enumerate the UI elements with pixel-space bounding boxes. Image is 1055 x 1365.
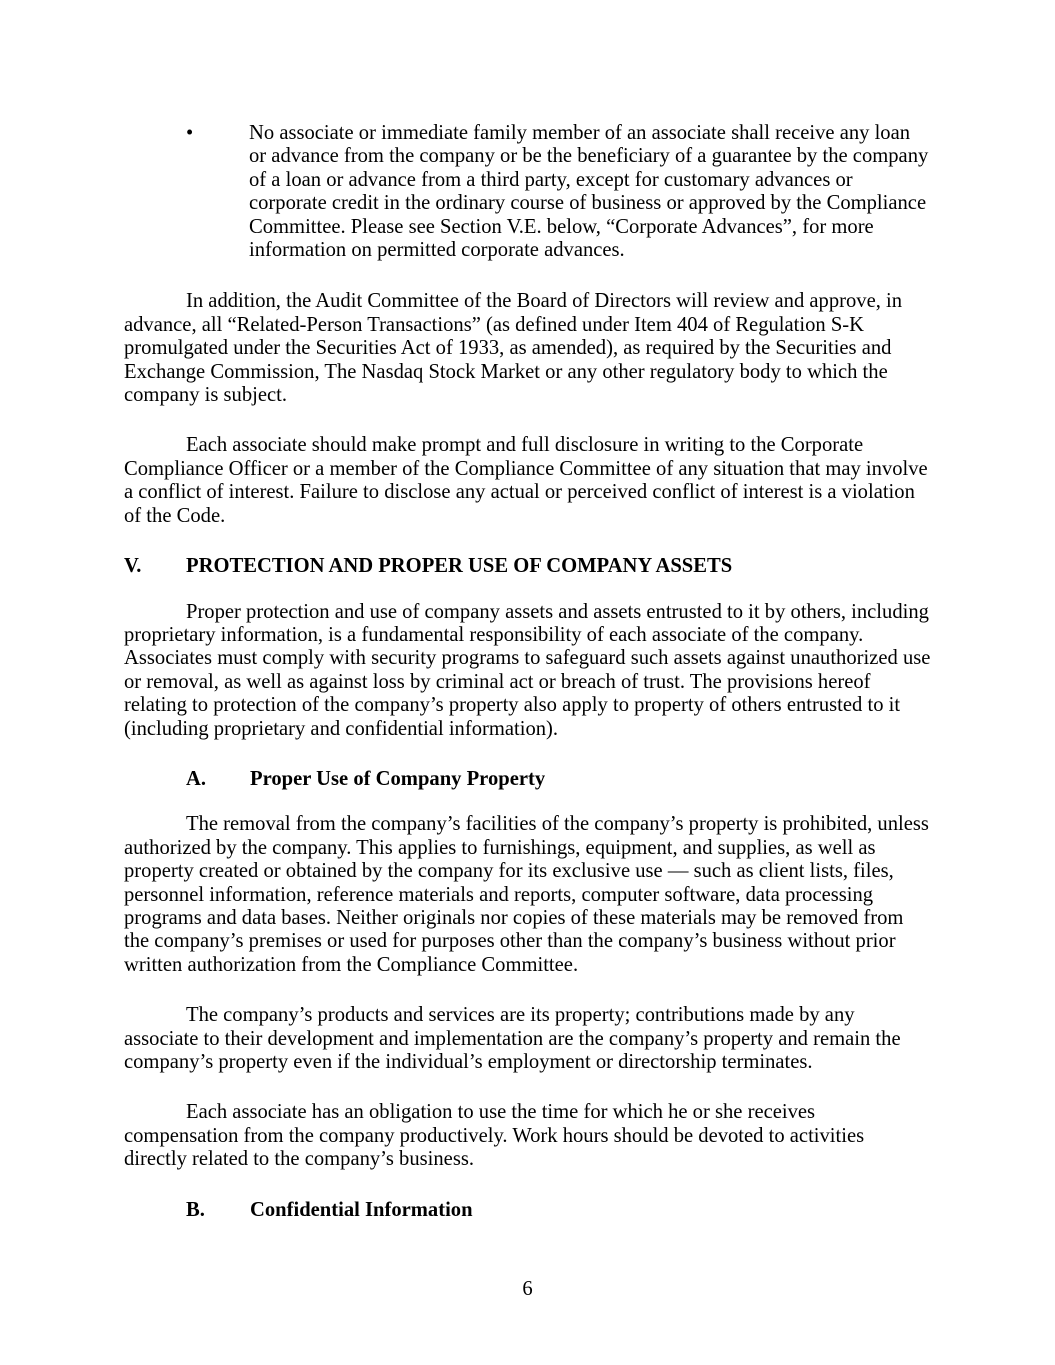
paragraph-products-services: The company’s products and services are its property; contributions made by any associate to their development and implementation are the company’s property and remain the company’s property even if the individual’s employment or directorship terminates. (124, 1004, 901, 1073)
subsection-number: A. (186, 767, 207, 790)
section-number: V. (124, 555, 142, 578)
paragraph-removal: The removal from the company’s facilities of the company’s property is prohibited, unless authorized by the company. This applies to furnishings, equipment, and supplies, as well as property created or obtained by the company for its exclusive use — such as client lists, files, personnel information, reference materials and reports, computer software, data processing programs and data bases. Neither originals nor copies of these materials may be removed from the company’s premises or used for purposes other than the company’s business without prior written authorization from the Compliance Committee. (124, 813, 929, 976)
bullet-icon: • (186, 122, 194, 144)
paragraph-related-person-transactions: In addition, the Audit Committee of the Board of Directors will review and approve, in advance, all “Related-Person Transactions” (as defined under Item 404 of Regulation S-K promulgated under the Securities Act of 1933, as amended), as required by the Securities and Exchange Commission, The Nasdaq Stock Market or any other regulatory body to which the company is subject. (124, 290, 903, 407)
section-heading-v (124, 555, 932, 578)
subsection-title: Confidential Information (250, 1198, 473, 1221)
subsection-title: Proper Use of Company Property (250, 767, 546, 790)
subsection-number: B. (186, 1198, 205, 1221)
section-title: PROTECTION AND PROPER USE OF COMPANY ASSETS (186, 555, 733, 578)
page-number: 6 (522, 1278, 533, 1300)
bullet-text: No associate or immediate family member of an associate shall receive any loan or advance from the company or be the beneficiary of a guarantee by the company of a loan or advance from a third party, except for customary advances or corporate credit in the ordinary course of business or approved by the Compliance Committee. Please see Section V.E. below, “Corporate Advances”, for more information on permitted corporate advances. (249, 122, 929, 262)
subsection-heading-a (124, 768, 932, 791)
subsection-heading-b (124, 1199, 932, 1222)
bullet-item (124, 122, 932, 262)
paragraph-disclosure: Each associate should make prompt and full disclosure in writing to the Corporate Compliance Officer or a member of the Compliance Committee of any situation that may involve a conflict of interest. Failure to disclose any actual or perceived conflict of interest is a violation of the Code. (124, 434, 928, 527)
paragraph-work-time: Each associate has an obligation to use the time for which he or she receives compensation from the company productively. Work hours should be devoted to activities directly related to the company’s business. (124, 1101, 865, 1171)
paragraph-protection: Proper protection and use of company assets and assets entrusted to it by others, including proprietary information, is a fundamental responsibility of each associate of the company. Associates must comply with security programs to safeguard such assets against unauthorized use or removal, as well as against loss by criminal act or breach of trust. The provisions hereof relating to protection of the company’s property also apply to property of others entrusted to it (including proprietary and confidential information). (124, 600, 931, 740)
